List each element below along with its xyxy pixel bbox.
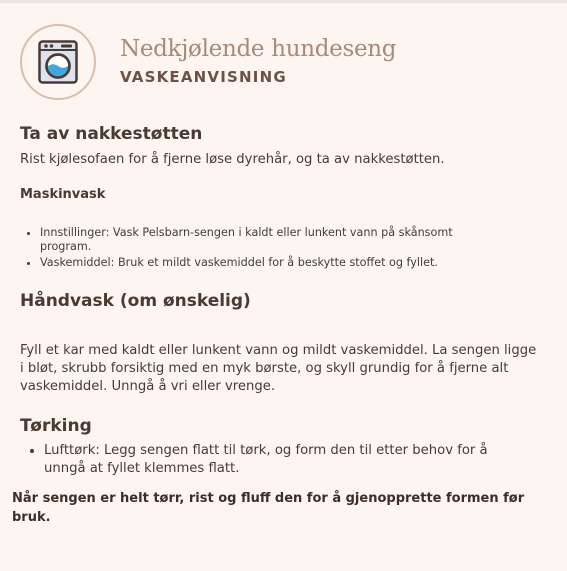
section-heading-dry: Tørking — [20, 416, 92, 436]
section-heading-machine: Maskinvask — [20, 187, 106, 202]
header — [20, 24, 396, 100]
machine-list-container — [20, 226, 500, 272]
section-text-remove: Rist kjølesofaen for å fjerne løse dyrehår, og ta av nakkestøtten. — [20, 152, 445, 167]
list-item: • Innstillinger: Vask Pelsbarn-sengen i kaldt eller lunkent vann på skånsomt program. — [40, 226, 500, 254]
machine-list — [20, 226, 500, 270]
footer-note: Når sengen er helt tørr, rist og fluff den for å gjenopprette formen før bruk. — [12, 491, 525, 525]
section-heading-hand: Håndvask (om ønskelig) — [20, 291, 251, 311]
icon-badge — [20, 24, 96, 100]
top-divider — [0, 0, 567, 3]
page-subtitle: VASKEANVISNING — [120, 68, 287, 86]
washing-machine-icon — [38, 40, 78, 84]
section-heading-remove: Ta av nakkestøtten — [20, 124, 203, 144]
list-item: • Vaskemiddel: Bruk et mildt vaskemiddel for å beskytte stoffet og fyllet. — [40, 256, 500, 270]
dry-list — [20, 442, 520, 478]
list-item: • Lufttørk: Legg sengen flatt til tørk, og form den til etter behov for å unngå at fyllet klemmes flatt. — [44, 442, 520, 478]
page-title: Nedkjølende hundeseng — [120, 36, 397, 62]
section-text-hand: Fyll et kar med kaldt eller lunkent vann og mildt vaskemiddel. La sengen ligge i bløt, skrubb forsiktig med en myk børste, og skyll grundig for å fjerne alt vaskemiddel. Unngå å vri eller vrenge. — [20, 343, 537, 394]
dry-list-container — [20, 442, 520, 478]
